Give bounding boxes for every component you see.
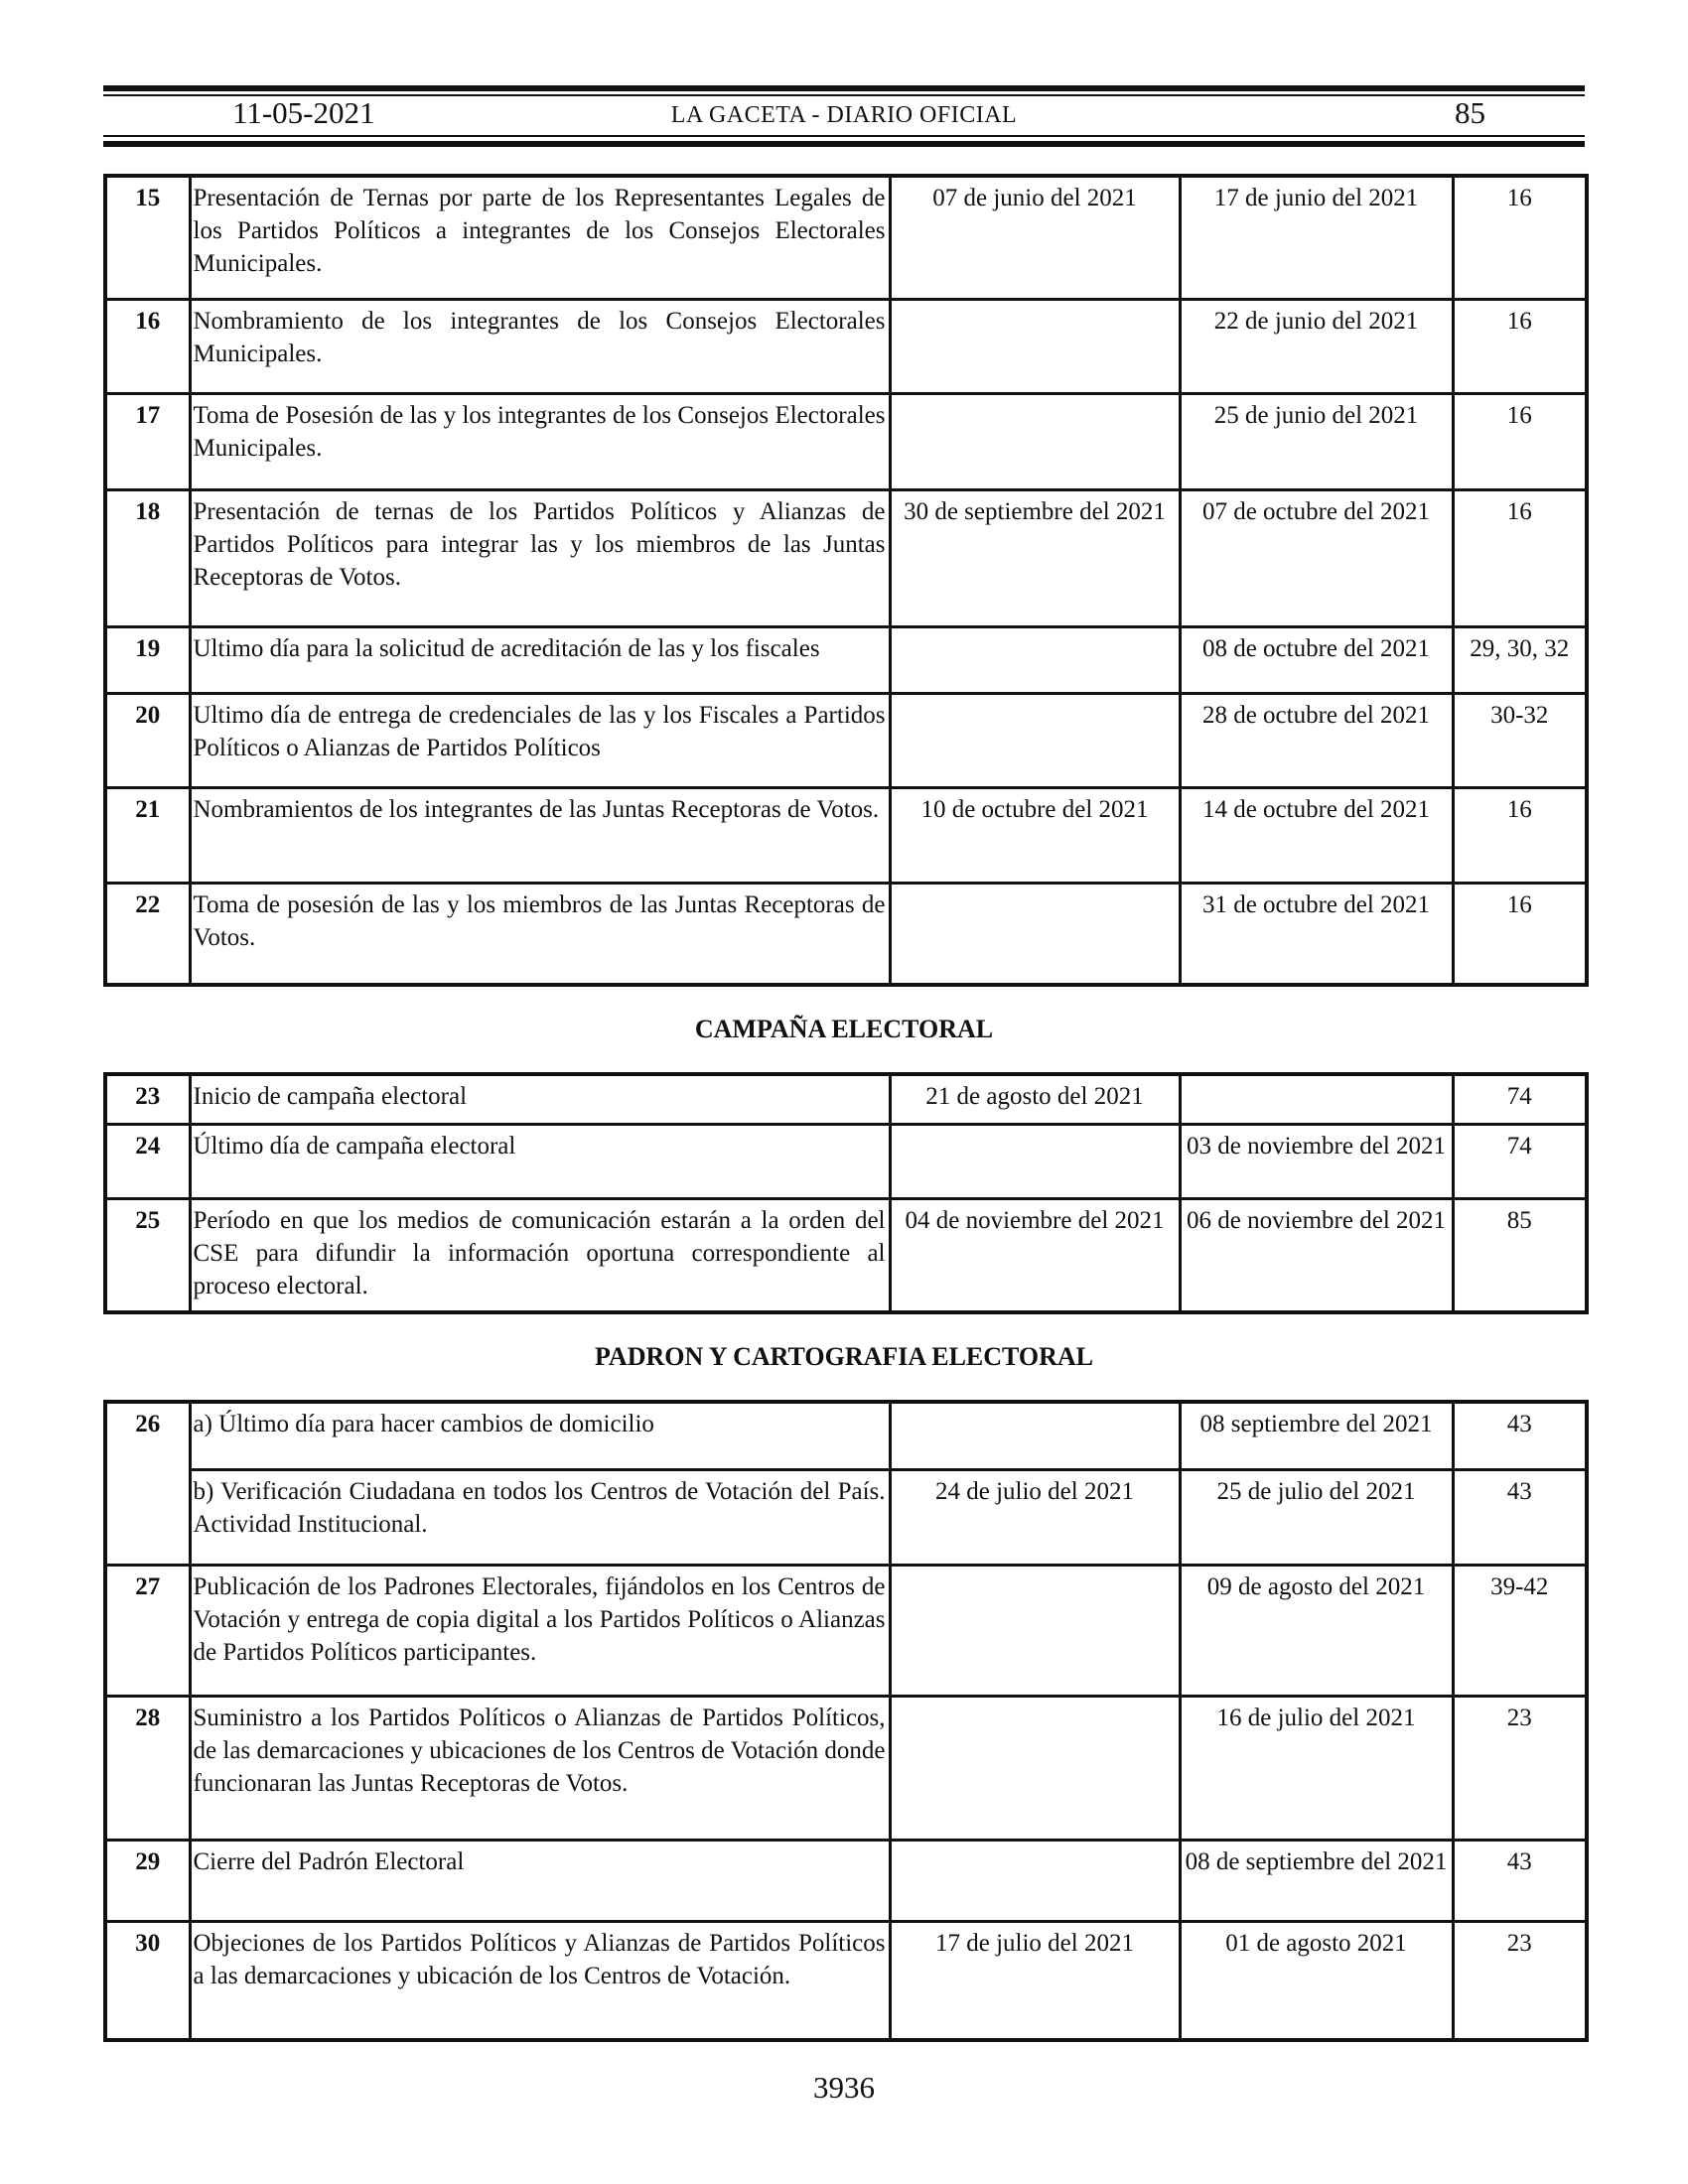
- row-end-date: 14 de octubre del 2021: [1180, 787, 1453, 883]
- table-row: [105, 1840, 1587, 1921]
- row-activity: a) Último día para hacer cambios de domicilio: [190, 1402, 890, 1469]
- row-end-date: 16 de julio del 2021: [1180, 1696, 1453, 1840]
- row-start-date: 04 de noviembre del 2021: [890, 1198, 1180, 1312]
- row-article: 16: [1453, 489, 1587, 626]
- row-activity: Suministro a los Partidos Políticos o Alianzas de Partidos Políticos, de las demarcaciones y ubicaciones de los Centros de Votación donde funcionaran las Juntas Receptoras de Votos.: [190, 1696, 890, 1840]
- row-activity: Período en que los medios de comunicación estarán a la orden del CSE para difundir la información oportuna correspondiente al proceso electoral.: [190, 1198, 890, 1312]
- row-start-date: [890, 1124, 1180, 1198]
- table-row: [105, 693, 1587, 787]
- row-activity: Inicio de campaña electoral: [190, 1074, 890, 1124]
- row-activity: Presentación de Ternas por parte de los Representantes Legales de los Partidos Políticos a integrantes de los Consejos Electorales Municipales.: [190, 176, 890, 299]
- row-activity: Toma de posesión de las y los miembros de las Juntas Receptoras de Votos.: [190, 883, 890, 985]
- row-end-date: 08 septiembre del 2021: [1180, 1402, 1453, 1469]
- row-end-date: 17 de junio del 2021: [1180, 176, 1453, 299]
- row-end-date: 06 de noviembre del 2021: [1180, 1198, 1453, 1312]
- row-end-date: 01 de agosto 2021: [1180, 1921, 1453, 2040]
- schedule-table-campana: [103, 1072, 1589, 1314]
- row-start-date: [890, 626, 1180, 693]
- table-row: [105, 489, 1587, 626]
- table-row: [105, 393, 1587, 489]
- header-top-rule: [103, 85, 1585, 91]
- row-number: 26: [105, 1402, 190, 1565]
- section-title-campana: CAMPAÑA ELECTORAL: [694, 1015, 994, 1043]
- row-number: 18: [105, 489, 190, 626]
- row-end-date: 09 de agosto del 2021: [1180, 1565, 1453, 1696]
- row-end-date: 03 de noviembre del 2021: [1180, 1124, 1453, 1198]
- row-number: 24: [105, 1124, 190, 1198]
- row-start-date: 21 de agosto del 2021: [890, 1074, 1180, 1124]
- row-end-date: 25 de julio del 2021: [1180, 1469, 1453, 1565]
- row-activity: Nombramientos de los integrantes de las Juntas Receptoras de Votos.: [190, 787, 890, 883]
- row-article: 43: [1453, 1402, 1587, 1469]
- row-article: 16: [1453, 787, 1587, 883]
- row-number: 29: [105, 1840, 190, 1921]
- table-row: [105, 1402, 1587, 1469]
- header-page-number: 85: [1455, 95, 1485, 130]
- row-end-date: [1180, 1074, 1453, 1124]
- row-start-date: 30 de septiembre del 2021: [890, 489, 1180, 626]
- row-number: 17: [105, 393, 190, 489]
- row-number: 22: [105, 883, 190, 985]
- row-start-date: [890, 1402, 1180, 1469]
- row-number: 20: [105, 693, 190, 787]
- table-row: [105, 1124, 1587, 1198]
- row-activity: Nombramiento de los integrantes de los Consejos Electorales Municipales.: [190, 299, 890, 393]
- table-row: [105, 1074, 1587, 1124]
- row-start-date: 17 de julio del 2021: [890, 1921, 1180, 2040]
- row-start-date: [890, 1696, 1180, 1840]
- schedule-table-organismos: [103, 174, 1589, 987]
- row-article: 29, 30, 32: [1453, 626, 1587, 693]
- header-date: 11-05-2021: [232, 95, 375, 130]
- header-bottom-rule-thin: [103, 135, 1585, 137]
- row-activity: Presentación de ternas de los Partidos Políticos y Alianzas de Partidos Políticos para integrar las y los miembros de las Juntas Receptoras de Votos.: [190, 489, 890, 626]
- table-row: [105, 1469, 1587, 1565]
- row-article: 74: [1453, 1124, 1587, 1198]
- table-row: [105, 176, 1587, 299]
- table-row: [105, 1198, 1587, 1312]
- row-end-date: 25 de junio del 2021: [1180, 393, 1453, 489]
- row-activity: Toma de Posesión de las y los integrantes de los Consejos Electorales Municipales.: [190, 393, 890, 489]
- row-start-date: [890, 393, 1180, 489]
- row-number: 21: [105, 787, 190, 883]
- table-row: [105, 299, 1587, 393]
- row-article: 16: [1453, 883, 1587, 985]
- header-bottom-rule: [103, 141, 1585, 147]
- table-row: [105, 1565, 1587, 1696]
- row-activity: Cierre del Padrón Electoral: [190, 1840, 890, 1921]
- row-article: 30-32: [1453, 693, 1587, 787]
- row-number: 16: [105, 299, 190, 393]
- page-header: [103, 85, 1585, 147]
- row-activity: Objeciones de los Partidos Políticos y Alianzas de Partidos Políticos a las demarcaciones y ubicación de los Centros de Votación.: [190, 1921, 890, 2040]
- row-article: 23: [1453, 1696, 1587, 1840]
- row-activity: Último día de campaña electoral: [190, 1124, 890, 1198]
- row-activity: Ultimo día para la solicitud de acreditación de las y los fiscales: [190, 626, 890, 693]
- row-start-date: [890, 1840, 1180, 1921]
- row-article: 39-42: [1453, 1565, 1587, 1696]
- row-end-date: 07 de octubre del 2021: [1180, 489, 1453, 626]
- row-number: 30: [105, 1921, 190, 2040]
- row-article: 23: [1453, 1921, 1587, 2040]
- header-title: LA GACETA - DIARIO OFICIAL: [670, 102, 1018, 128]
- row-activity: Ultimo día de entrega de credenciales de las y los Fiscales a Partidos Políticos o Alianzas de Partidos Políticos: [190, 693, 890, 787]
- row-start-date: [890, 693, 1180, 787]
- row-activity: b) Verificación Ciudadana en todos los Centros de Votación del País. Actividad Institucional.: [190, 1469, 890, 1565]
- row-start-date: [890, 1565, 1180, 1696]
- row-article: 43: [1453, 1840, 1587, 1921]
- table-row: [105, 1921, 1587, 2040]
- row-start-date: 07 de junio del 2021: [890, 176, 1180, 299]
- schedule-table-padron: [103, 1400, 1589, 2042]
- row-end-date: 28 de octubre del 2021: [1180, 693, 1453, 787]
- row-number: 27: [105, 1565, 190, 1696]
- table-row: [105, 626, 1587, 693]
- row-article: 16: [1453, 393, 1587, 489]
- row-activity: Publicación de los Padrones Electorales, fijándolos en los Centros de Votación y entrega de copia digital a los Partidos Políticos o Alianzas de Partidos Políticos participantes.: [190, 1565, 890, 1696]
- row-end-date: 31 de octubre del 2021: [1180, 883, 1453, 985]
- row-start-date: [890, 883, 1180, 985]
- row-article: 16: [1453, 299, 1587, 393]
- row-article: 43: [1453, 1469, 1587, 1565]
- row-end-date: 08 de octubre del 2021: [1180, 626, 1453, 693]
- footer-page-number: 3936: [813, 2070, 875, 2105]
- row-end-date: 08 de septiembre del 2021: [1180, 1840, 1453, 1921]
- row-number: 15: [105, 176, 190, 299]
- row-number: 28: [105, 1696, 190, 1840]
- row-number: 23: [105, 1074, 190, 1124]
- row-end-date: 22 de junio del 2021: [1180, 299, 1453, 393]
- table-row: [105, 1696, 1587, 1840]
- table-row: [105, 883, 1587, 985]
- row-start-date: [890, 299, 1180, 393]
- row-article: 74: [1453, 1074, 1587, 1124]
- section-title-padron: PADRON Y CARTOGRAFIA ELECTORAL: [594, 1342, 1094, 1371]
- row-article: 16: [1453, 176, 1587, 299]
- table-row: [105, 787, 1587, 883]
- row-number: 19: [105, 626, 190, 693]
- row-start-date: 10 de octubre del 2021: [890, 787, 1180, 883]
- row-article: 85: [1453, 1198, 1587, 1312]
- row-number: 25: [105, 1198, 190, 1312]
- row-start-date: 24 de julio del 2021: [890, 1469, 1180, 1565]
